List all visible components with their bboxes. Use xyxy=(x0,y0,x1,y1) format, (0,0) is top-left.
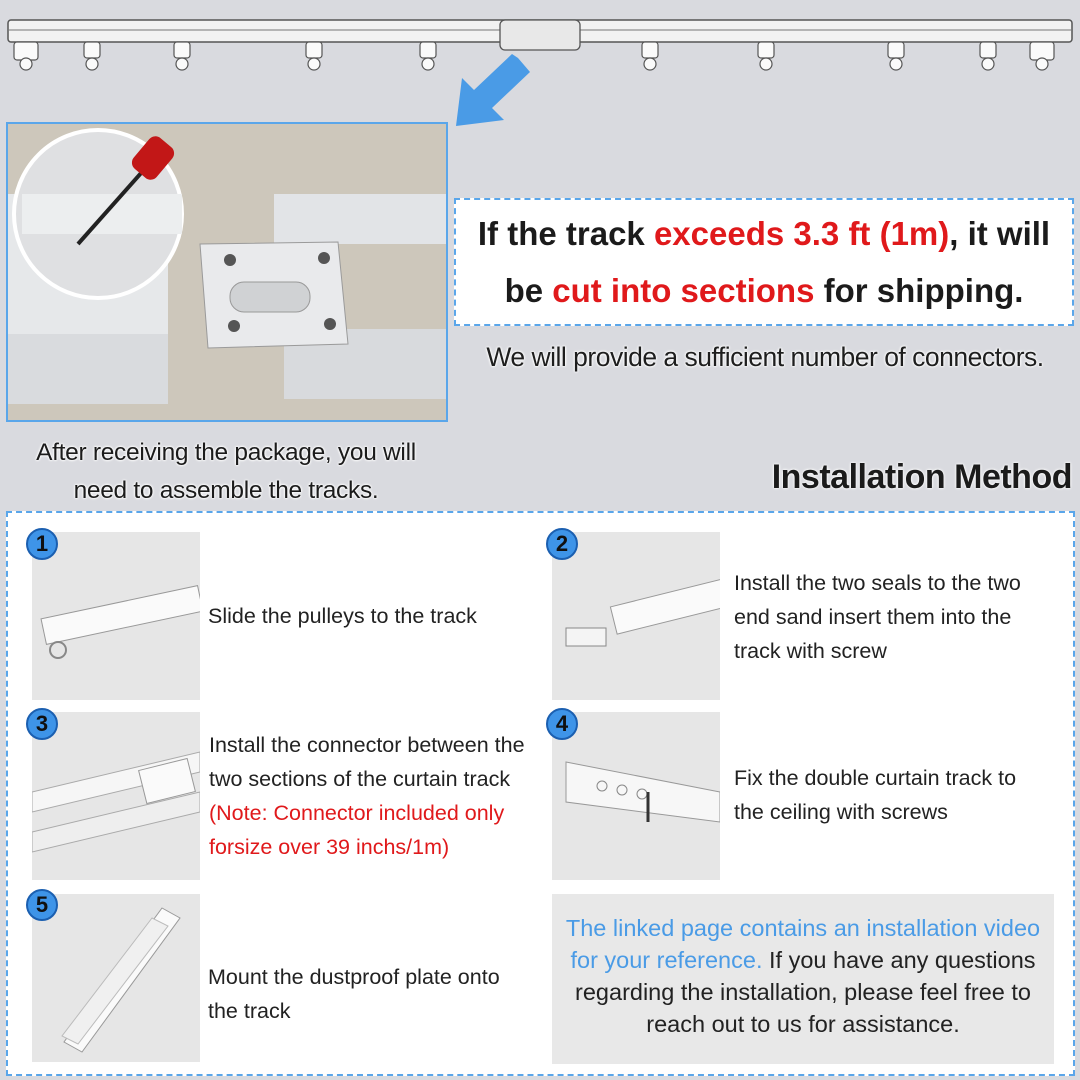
section-heading: Installation Method xyxy=(771,458,1072,496)
step-2-text xyxy=(734,566,1021,668)
step-line: the ceiling with screws xyxy=(734,800,948,824)
step-5-badge: 5 xyxy=(26,889,58,921)
connector-photo xyxy=(6,122,448,422)
step-5-text xyxy=(208,960,500,1028)
step-4-badge: 4 xyxy=(546,708,578,740)
arrow-icon xyxy=(452,50,532,130)
notice-text: , it will xyxy=(949,215,1051,252)
assemble-note-line: need to assemble the tracks. xyxy=(73,477,379,504)
video-note xyxy=(552,894,1054,1064)
notice-highlight: exceeds 3.3 ft (1m) xyxy=(653,215,950,252)
notice-line-2 xyxy=(505,262,1024,319)
step-1-text xyxy=(208,599,477,633)
video-link-text[interactable]: The linked page contains an installation video xyxy=(565,915,1041,941)
step-2-badge: 2 xyxy=(546,528,578,560)
connector-note: We will provide a sufficient number of connectors. xyxy=(486,342,1044,372)
step-line: two sections of the curtain track xyxy=(209,767,511,791)
step-4-text xyxy=(734,761,1016,829)
assemble-note-line: After receiving the package, you will xyxy=(36,439,416,466)
video-note-line: reach out to us for assistance. xyxy=(646,1011,960,1037)
step-1-badge: 1 xyxy=(26,528,58,560)
step-3-image xyxy=(32,712,200,880)
curtain-track-illustration xyxy=(0,0,1080,110)
video-note-line: regarding the installation, please feel free to xyxy=(575,979,1031,1005)
step-line: the track xyxy=(208,999,291,1023)
step-line: Mount the dustproof plate onto xyxy=(208,965,500,989)
step-line: end sand insert them into the xyxy=(734,605,1012,629)
video-note-line xyxy=(552,944,1054,976)
notice-text: If the track xyxy=(477,215,654,252)
video-link-text[interactable]: for your reference. xyxy=(570,947,763,973)
step-line: Install the two seals to the two xyxy=(734,571,1021,595)
notice-line-1 xyxy=(478,205,1050,262)
installation-steps-panel xyxy=(6,511,1075,1076)
assemble-note xyxy=(8,434,444,510)
step-5-image xyxy=(32,894,200,1062)
step-3-badge: 3 xyxy=(26,708,58,740)
step-line: track with screw xyxy=(734,639,887,663)
step-4-image xyxy=(552,712,720,880)
step-note-line: (Note: Connector included only xyxy=(209,801,505,825)
step-note-line: forsize over 39 inchs/1m) xyxy=(209,835,450,859)
step-line: Install the connector between the xyxy=(209,733,525,757)
step-1-image xyxy=(32,532,200,700)
notice-highlight: cut into sections xyxy=(552,272,815,309)
notice-text: for shipping. xyxy=(814,272,1024,309)
notice-text: be xyxy=(504,272,553,309)
step-line: Fix the double curtain track to xyxy=(734,766,1017,790)
step-line: Slide the pulleys to the track xyxy=(208,604,477,628)
step-3-text xyxy=(209,728,525,864)
shipping-notice xyxy=(454,198,1074,326)
video-note-text: If you have any questions xyxy=(762,947,1036,973)
step-2-image xyxy=(552,532,720,700)
